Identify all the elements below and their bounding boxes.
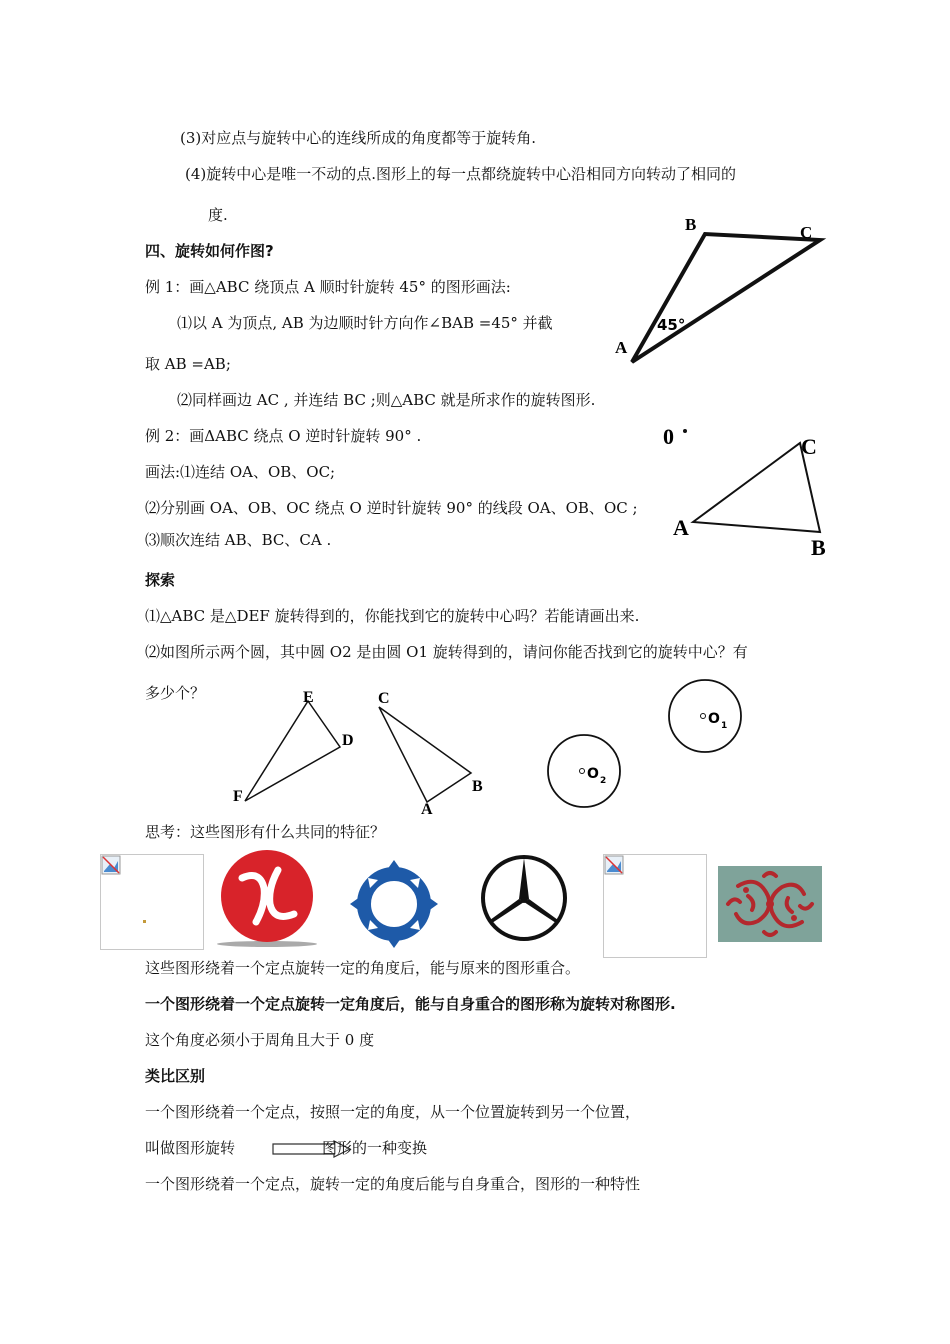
circle-label-sub: 1	[721, 721, 728, 731]
text-line: (3)对应点与旋转中心的连线所成的角度都等于旋转角.	[180, 129, 537, 147]
paper-cut-image	[718, 866, 822, 942]
text-line: ⑴以 A 为顶点, AB 为边顺时针方向作∠BAB =45° 并截	[177, 314, 553, 332]
text-line: ⑶顺次连结 AB、BC、CA .	[145, 531, 332, 549]
vertex-label-a: A	[673, 515, 689, 540]
text-line: 图形的一种变换	[322, 1139, 428, 1157]
figure-rotation-45	[605, 210, 830, 365]
text-line: 取 AB =AB;	[145, 355, 231, 373]
vertex-label-b: B	[811, 535, 826, 560]
vertex-label-c: C	[800, 223, 813, 242]
vertex-label-e: E	[303, 689, 314, 706]
example-title: 例 2：画ΔABC 绕点 O 逆时针旋转 90° .	[145, 427, 422, 445]
logo-three-point-star	[478, 852, 570, 944]
triangle-abc	[372, 685, 497, 820]
text-line: (4)旋转中心是唯一不动的点.图形上的每一点都绕旋转中心沿相同方向转动了相同的	[185, 165, 737, 183]
vertex-label-d: D	[342, 732, 354, 749]
vertex-label-c: C	[801, 434, 817, 459]
image-placeholder	[603, 854, 707, 958]
circle-o1	[666, 676, 746, 756]
section-heading: 探索	[145, 571, 176, 589]
text-line: 思考：这些图形有什么共同的特征？	[145, 823, 386, 841]
triangle-def	[228, 685, 358, 810]
text-line: ⑵同样画边 AC , 并连结 BC ;则△ABC 就是所求作的旋转图形.	[177, 391, 596, 409]
text-line: ⑵如图所示两个圆，其中圆 O2 是由圆 O1 旋转得到的，请问你能否找到它的旋转中心？有	[145, 643, 748, 661]
vertex-label-b: B	[472, 778, 483, 795]
section-heading: 类比区别	[145, 1067, 206, 1085]
text-line: 多少个？	[145, 684, 206, 702]
vertex-label-a: A	[421, 801, 433, 818]
circle-o2	[544, 732, 624, 812]
vertex-label-b: B	[685, 215, 697, 234]
example-title: 例 1：画△ABC 绕顶点 A 顺时针旋转 45° 的图形画法:	[145, 278, 511, 296]
angle-label: 45°	[657, 316, 686, 334]
section-heading: 四、旋转如何作图?	[145, 242, 274, 260]
text-line: 画法:⑴连结 OA、OB、OC;	[145, 463, 336, 481]
logo-blue-ring	[348, 858, 440, 950]
vertex-label-f: F	[233, 788, 243, 805]
circle-label: O	[587, 766, 599, 782]
text-line: 度.	[208, 206, 228, 224]
text-line: 叫做图形旋转	[145, 1139, 236, 1157]
figure-rotation-o	[655, 418, 835, 563]
image-placeholder	[100, 854, 204, 950]
vertex-label-c: C	[378, 690, 390, 707]
logo-red-emblem	[212, 848, 322, 948]
definition: 一个图形绕着一个定点旋转一定角度后，能与自身重合的图形称为旋转对称图形.	[145, 995, 676, 1013]
point-o	[683, 429, 687, 433]
circle-label: O	[708, 711, 720, 727]
text-line: ⑵分别画 OA、OB、OC 绕点 O 逆时针旋转 90° 的线段 OA、OB、OC ;	[145, 499, 638, 517]
text-line: 这些图形绕着一个定点旋转一定的角度后，能与原来的图形重合。	[145, 959, 581, 977]
circle-label-sub: 2	[600, 776, 607, 786]
text-line: 一个图形绕着一个定点，旋转一定的角度后能与自身重合，图形的一种特性	[145, 1175, 641, 1193]
vertex-label-a: A	[615, 338, 628, 357]
broken-image-icon	[604, 855, 624, 875]
text-line: ⑴△ABC 是△DEF 旋转得到的，你能找到它的旋转中心吗？若能请画出来.	[145, 607, 640, 625]
text-line: 这个角度必须小于周角且大于 0 度	[145, 1031, 375, 1049]
broken-image-icon	[101, 855, 121, 875]
text-line: 一个图形绕着一个定点，按照一定的角度，从一个位置旋转到另一个位置，	[145, 1103, 641, 1121]
point-label-o: 0	[663, 424, 674, 449]
